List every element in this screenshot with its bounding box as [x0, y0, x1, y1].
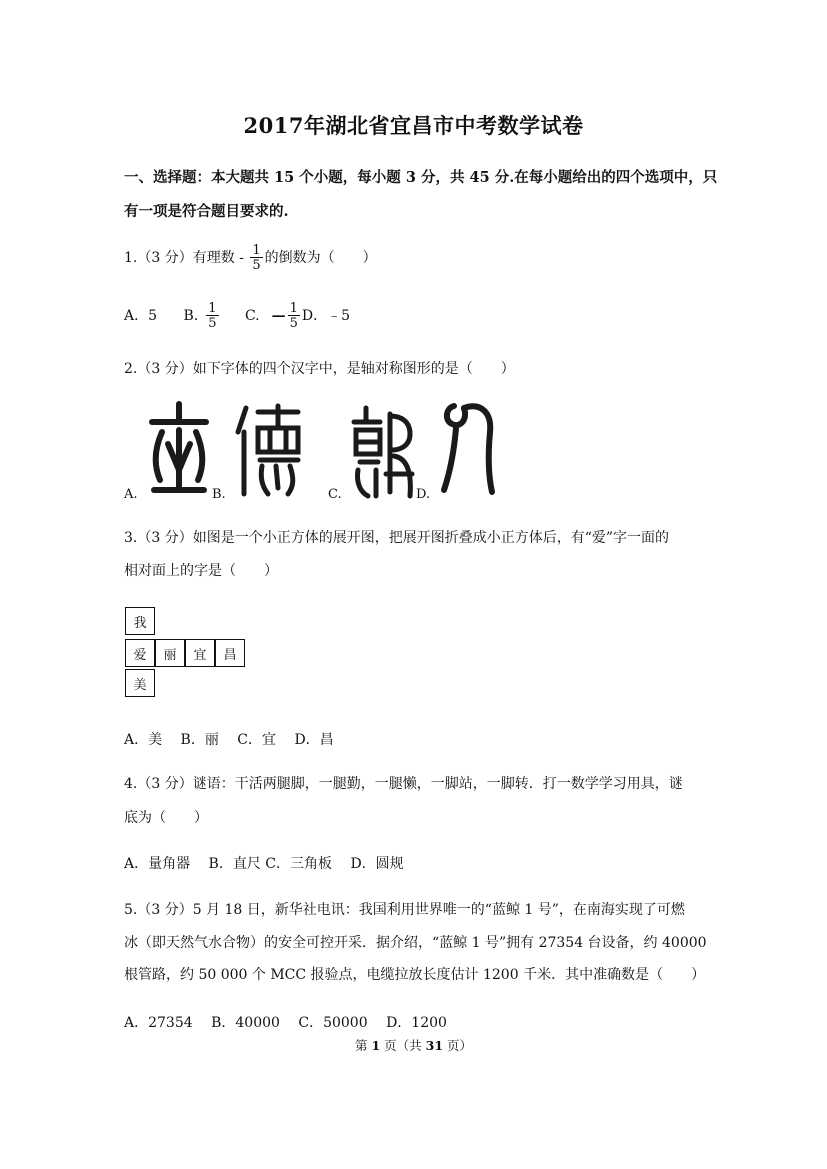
question-1: [124, 244, 377, 272]
fraction-denominator: 5: [252, 258, 261, 273]
option-c-fraction: [288, 302, 300, 330]
seal-character-a-image: [148, 400, 210, 498]
fraction-numerator: 1: [208, 301, 217, 316]
question-3-options: A．美 B．丽 C．宜 D．昌: [124, 732, 334, 748]
question-1-options: [124, 302, 350, 330]
option-b-fraction: [206, 302, 218, 330]
net-cell-love: 爱: [125, 639, 155, 667]
footer-middle: 页（共: [380, 1038, 426, 1053]
question-5-options: A．27354 B．40000 C．50000 D．1200: [124, 1015, 447, 1031]
question-5-line2: 冰（即天然气水合物）的安全可控开采．据介绍，“蓝鲸 1 号”拥有 27354 台设备，约 40000: [124, 935, 707, 951]
fraction-numerator: 1: [289, 301, 298, 316]
fraction-numerator: 1: [252, 243, 261, 258]
page-footer: [0, 1036, 827, 1054]
question-2-label-b: B.: [212, 487, 226, 502]
option-c-sign: —: [271, 308, 286, 324]
question-2-label-a: A.: [124, 487, 138, 502]
seal-character-c-image: [350, 404, 416, 500]
section-heading-line2: 有一项是符合题目要求的.: [124, 203, 289, 220]
net-cell-chang: 昌: [215, 639, 245, 667]
net-cell-top: 我: [125, 607, 155, 635]
page-title: 2017年湖北省宜昌市中考数学试卷: [243, 113, 584, 138]
footer-total-pages: 31: [425, 1038, 444, 1053]
question-2-label-d: D.: [416, 487, 431, 502]
question-5-line3: 根管路，约 50 000 个 MCC 报验点，电缆拉放长度估计 1200 千米．其中准确数是（ ）: [124, 967, 706, 983]
fraction-denominator: 5: [289, 316, 298, 331]
footer-suffix: 页）: [443, 1038, 473, 1053]
net-cell-bottom: 美: [125, 669, 155, 697]
question-4-line2: 底为（ ）: [124, 810, 208, 826]
net-cell-yi: 宜: [185, 639, 215, 667]
question-3-line1: 3.（3 分）如图是一个小正方体的展开图，把展开图折叠成小正方体后，有“爱”字一面的: [124, 530, 670, 546]
seal-character-b-image: [232, 402, 302, 498]
seal-character-d-image: [440, 398, 496, 498]
question-2: 2.（3 分）如下字体的四个汉字中，是轴对称图形的是（ ）: [124, 361, 515, 377]
question-4-options: A．量角器 B．直尺 C．三角板 D．圆规: [124, 856, 404, 872]
question-5-line1: 5.（3 分）5 月 18 日，新华社电讯：我国利用世界唯一的“蓝鲸 1 号”，在南海实现了可燃: [124, 902, 685, 918]
question-3-line2: 相对面上的字是（ ）: [124, 563, 278, 579]
question-1-prefix: 1.（3 分）有理数 -: [124, 250, 249, 266]
footer-page-number: 1: [371, 1038, 381, 1053]
question-2-label-c: C.: [328, 487, 342, 502]
option-d: D．﹣5: [301, 308, 351, 324]
option-a: A．5: [124, 308, 158, 324]
option-b-label: B.: [183, 308, 199, 324]
section-heading-line1: 一、选择题：本大题共 15 个小题，每小题 3 分，共 45 分.在每小题给出的四个选项中，只: [124, 169, 718, 186]
question-1-fraction: [250, 244, 262, 272]
question-1-suffix: 的倒数为（ ）: [264, 250, 377, 266]
fraction-denominator: 5: [208, 316, 217, 331]
question-4-line1: 4.（3 分）谜语：干活两腿脚，一腿勤，一腿懒，一脚站，一脚转．打一数学学习用具，谜: [124, 776, 683, 792]
net-cell-beautiful: 丽: [155, 639, 185, 667]
option-c-label: C.: [244, 308, 260, 324]
footer-prefix: 第: [354, 1038, 372, 1053]
